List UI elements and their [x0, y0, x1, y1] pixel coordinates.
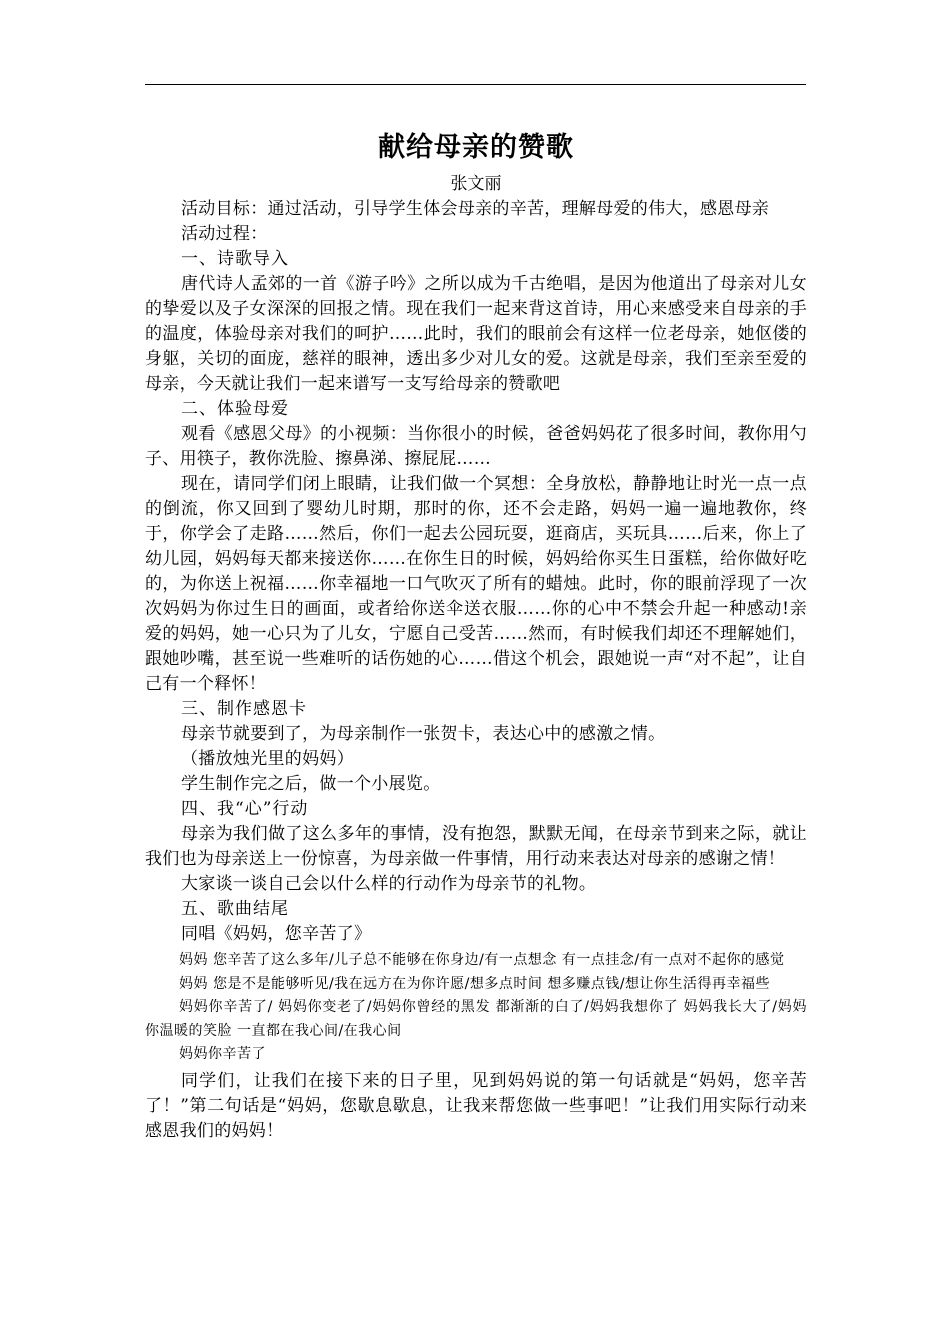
section-heading-2: 二、体验母爱 — [181, 399, 289, 419]
section-4-paragraph-1: 母亲为我们做了这么多年的事情，没有抱怨，默默无闻，在母亲节到来之际，就让我们也为母亲送上一份惊喜，为母亲做一件事情，用行动来表达对母亲的感谢之情！ — [145, 824, 807, 869]
section-3-paragraph-2: （播放烛光里的妈妈） — [181, 749, 354, 769]
section-2-paragraph-2: 现在，请同学们闭上眼睛，让我们做一个冥想：全身放松，静静地让时光一点一点的倒流，你又回到了婴幼儿时期，那时的你，还不会走路，妈妈一遍一遍地教你，终于，你学会了走路……然后，你们一起去公园玩耍，逛商店，买玩具……后来，你上了幼儿园，妈妈每天都来接送你……在你生日的时候，妈妈给你买生日蛋糕，给你做好吃的，为你送上祝福……你幸福地一口气吹灭了所有的蜡烛。此时，你的眼前浮现了一次次妈妈为你过生日的画面，或者给你送伞送衣服……你的心中不禁会升起一种感动!亲爱的妈妈，她一心只为了儿女，宁愿自己受苦……然而，有时候我们却还不理解她们，跟她吵嘴，甚至说一些难听的话伤她的心……借这个机会，跟她说一声“对不起”，让自己有一个释怀！ — [145, 474, 807, 694]
song-title-line: 同唱《妈妈，您辛苦了》 — [181, 924, 372, 944]
lyric-line: 妈妈 您辛苦了这么多年/儿子总不能够在你身边/有一点想念 有一点挂念/有一点对不起你的感觉 — [179, 952, 785, 968]
activity-goal: 活动目标：通过活动，引导学生体会母亲的辛苦，理解母爱的伟大，感恩母亲 — [181, 199, 770, 219]
section-heading-3: 三、制作感恩卡 — [181, 699, 307, 719]
section-heading-1: 一、诗歌导入 — [181, 249, 289, 269]
section-1-paragraph: 唐代诗人孟郊的一首《游子吟》之所以成为千古绝唱，是因为他道出了母亲对儿女的挚爱以及子女深深的回报之情。现在我们一起来背这首诗，用心来感受来自母亲的手的温度，体验母亲对我们的呵护……此时，我们的眼前会有这样一位老母亲，她伛偻的身躯，关切的面庞，慈祥的眼神，透出多少对儿女的爱。这就是母亲，我们至亲至爱的母亲，今天就让我们一起来谱写一支写给母亲的赞歌吧 — [145, 274, 807, 394]
section-2-paragraph-1: 观看《感恩父母》的小视频：当你很小的时候，爸爸妈妈花了很多时间，教你用勺子、用筷子，教你洗脸、擦鼻涕、擦屁屁…… — [145, 424, 807, 469]
document-title: 献给母亲的赞歌 — [378, 132, 574, 163]
lyric-line: 妈妈你辛苦了 — [179, 1046, 266, 1062]
lyric-line: 妈妈 您是不是能够听见/我在远方在为你许愿/想多点时间 想多赚点钱/想让你生活得再幸福些 — [179, 975, 771, 992]
section-4-paragraph-2: 大家谈一谈自己会以什么样的行动作为母亲节的礼物。 — [181, 874, 597, 894]
closing-paragraph: 同学们，让我们在接下来的日子里，见到妈妈说的第一句话就是“妈妈，您辛苦了！”第二句话是“妈妈，您歇息歇息，让我来帮您做一些事吧！”让我们用实际行动来感恩我们的妈妈！ — [145, 1070, 807, 1141]
author-name: 张文丽 — [450, 174, 502, 194]
section-3-paragraph-1: 母亲节就要到了，为母亲制作一张贺卡，表达心中的感激之情。 — [181, 724, 666, 744]
section-heading-5: 五、歌曲结尾 — [181, 899, 289, 919]
header-rule — [145, 84, 806, 85]
document-body — [145, 128, 807, 1144]
lyric-line: 妈妈你辛苦了/ 妈妈你变老了/妈妈你曾经的黑发 都渐渐的白了/妈妈我想你了 妈妈我长大了/妈妈你温暖的笑脸 一直都在我心间/在我心间 — [145, 999, 807, 1039]
activity-process-label: 活动过程： — [181, 224, 268, 244]
section-3-paragraph-3: 学生制作完之后，做一个小展览。 — [181, 774, 441, 794]
section-heading-4: 四、我“心”行动 — [181, 799, 309, 819]
